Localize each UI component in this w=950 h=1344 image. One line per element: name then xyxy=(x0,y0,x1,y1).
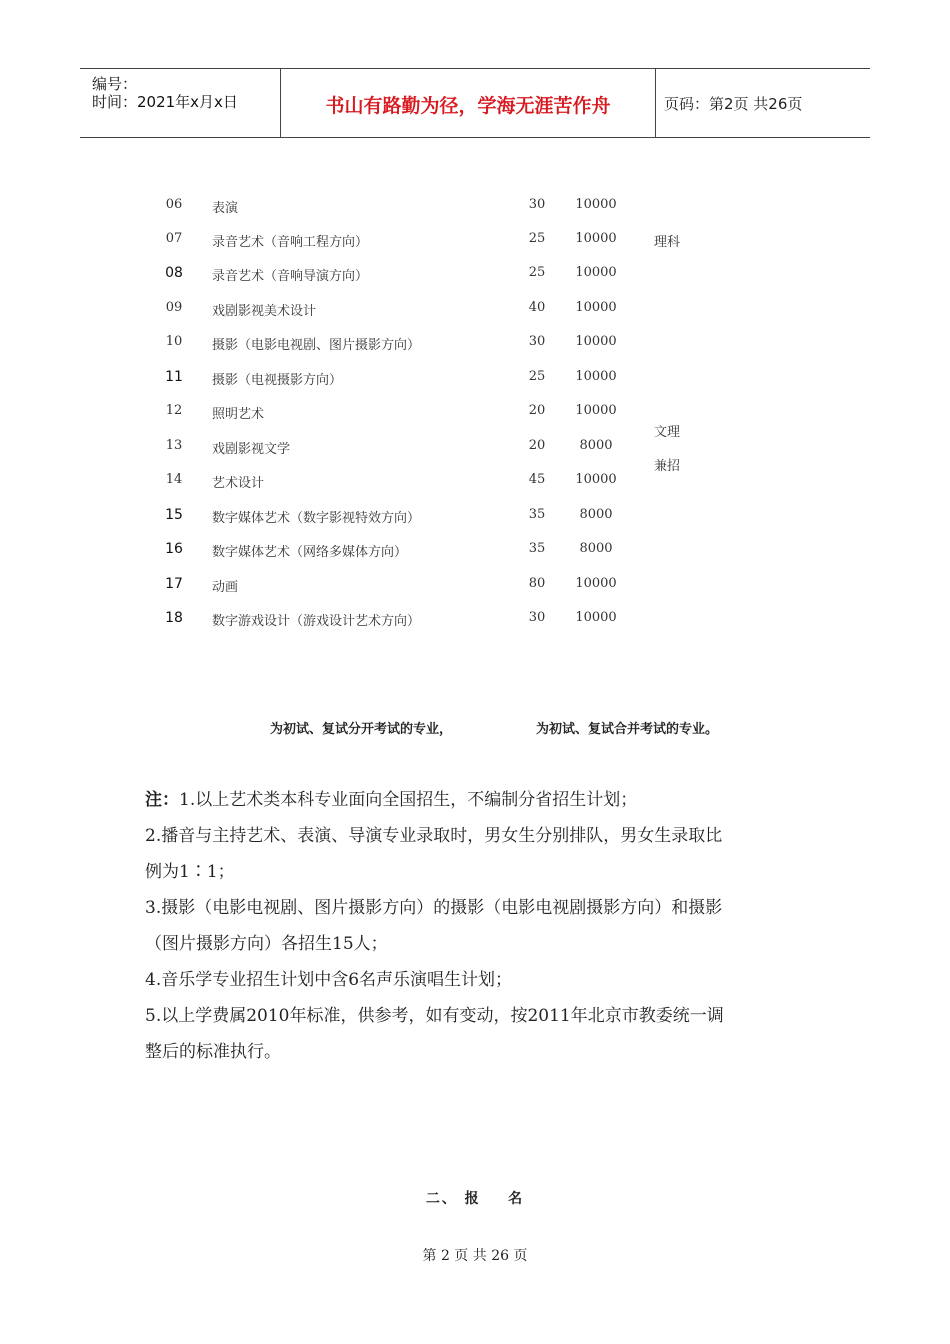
notes-section xyxy=(145,782,825,1070)
category-both-line1: 文理 xyxy=(654,425,681,440)
quota-value: 40 xyxy=(528,300,546,315)
row-number: 12 xyxy=(165,403,183,418)
table-row xyxy=(0,265,950,287)
row-number: 11 xyxy=(165,369,183,385)
table-row xyxy=(0,610,950,632)
major-name: 数字媒体艺术（数字影视特效方向） xyxy=(212,511,421,526)
header-motto xyxy=(280,69,656,137)
table-row xyxy=(0,197,950,219)
fee-value: 10000 xyxy=(575,369,617,384)
table-row xyxy=(0,438,950,460)
row-number: 18 xyxy=(165,610,183,626)
fee-value: 10000 xyxy=(575,300,617,315)
fee-value: 10000 xyxy=(575,197,617,212)
row-number: 16 xyxy=(165,541,183,557)
fee-value: 10000 xyxy=(575,334,617,349)
table-row xyxy=(0,300,950,322)
major-name: 数字媒体艺术（网络多媒体方向） xyxy=(212,545,408,560)
row-number: 07 xyxy=(165,231,183,246)
table-row xyxy=(0,231,950,253)
fee-value: 10000 xyxy=(575,576,617,591)
fee-value: 8000 xyxy=(579,507,613,522)
major-name: 艺术设计 xyxy=(212,476,265,491)
fee-value: 10000 xyxy=(575,265,617,280)
quota-value: 80 xyxy=(528,576,546,591)
row-number: 17 xyxy=(165,576,183,592)
major-name: 录音艺术（音响导演方向） xyxy=(212,269,369,284)
quota-value: 25 xyxy=(528,231,546,246)
major-name: 照明艺术 xyxy=(212,407,265,422)
note-line: （图片摄影方向）各招生15人； xyxy=(145,934,388,954)
fee-value: 10000 xyxy=(575,472,617,487)
note-line: 例为1∶1； xyxy=(145,862,235,882)
major-name: 录音艺术（音响工程方向） xyxy=(212,235,369,250)
section-heading xyxy=(0,1188,950,1208)
motto-text: 书山有路勤为径，学海无涯苦作舟 xyxy=(325,95,611,117)
major-name: 表演 xyxy=(212,201,239,216)
quota-value: 30 xyxy=(528,334,546,349)
note-line: 整后的标准执行。 xyxy=(145,1042,281,1062)
row-number: 08 xyxy=(165,265,183,281)
fee-value: 8000 xyxy=(579,541,613,556)
row-number: 14 xyxy=(165,472,183,487)
row-number: 10 xyxy=(165,334,183,349)
major-name: 戏剧影视美术设计 xyxy=(212,304,317,319)
quota-value: 25 xyxy=(528,265,546,280)
quota-value: 35 xyxy=(528,507,546,522)
table-row xyxy=(0,403,950,425)
quota-value: 30 xyxy=(528,197,546,212)
category-science: 理科 xyxy=(654,235,681,250)
row-number: 09 xyxy=(165,300,183,315)
fee-value: 10000 xyxy=(575,610,617,625)
row-number: 13 xyxy=(165,438,183,453)
category-both-line2: 兼招 xyxy=(654,459,681,474)
table-row xyxy=(0,334,950,356)
quota-value: 45 xyxy=(528,472,546,487)
note-line xyxy=(145,782,825,818)
major-name: 数字游戏设计（游戏设计艺术方向） xyxy=(212,614,421,629)
fee-value: 10000 xyxy=(575,231,617,246)
fee-value: 8000 xyxy=(579,438,613,453)
time-label: 时间：2021年x月x日 xyxy=(92,93,238,111)
note-text: 1.以上艺术类本科专业面向全国招生，不编制分省招生计划； xyxy=(179,790,638,810)
table-row xyxy=(0,507,950,529)
code-label: 编号： xyxy=(92,75,138,93)
note-line: 2.播音与主持艺术、表演、导演专业录取时，男女生分别排队，男女生录取比 xyxy=(145,826,723,846)
row-number: 15 xyxy=(165,507,183,523)
quota-value: 20 xyxy=(528,438,546,453)
table-row xyxy=(0,576,950,598)
major-name: 摄影（电影电视剧、图片摄影方向） xyxy=(212,338,421,353)
header-page-info xyxy=(654,69,870,137)
note-line: 4.音乐学专业招生计划中含6名声乐演唱生计划； xyxy=(145,970,513,990)
quota-value: 35 xyxy=(528,541,546,556)
note-line: 5.以上学费属2010年标准，供参考，如有变动，按2011年北京市教委统一调 xyxy=(145,1006,724,1026)
table-row xyxy=(0,472,950,494)
major-name: 戏剧影视文学 xyxy=(212,442,291,457)
major-name: 动画 xyxy=(212,580,239,595)
page-info-text: 页码：第2页 共26页 xyxy=(664,95,803,113)
major-name: 摄影（电视摄影方向） xyxy=(212,373,343,388)
note-line: 3.摄影（电影电视剧、图片摄影方向）的摄影（电影电视剧摄影方向）和摄影 xyxy=(145,898,723,918)
legend-separate-exam: 为初试、复试分开考试的专业， xyxy=(270,722,453,737)
quota-value: 20 xyxy=(528,403,546,418)
section-title: 二、 报 名 xyxy=(425,1191,525,1207)
quota-value: 25 xyxy=(528,369,546,384)
fee-value: 10000 xyxy=(575,403,617,418)
document-header xyxy=(80,68,870,138)
table-row xyxy=(0,541,950,563)
header-meta xyxy=(80,69,280,137)
page-footer: 第 2 页 共 26 页 xyxy=(422,1248,528,1264)
quota-value: 30 xyxy=(528,610,546,625)
legend-combined-exam: 为初试、复试合并考试的专业。 xyxy=(536,722,719,737)
table-row xyxy=(0,369,950,391)
row-number: 06 xyxy=(165,197,183,212)
notes-label: 注： xyxy=(145,790,179,810)
